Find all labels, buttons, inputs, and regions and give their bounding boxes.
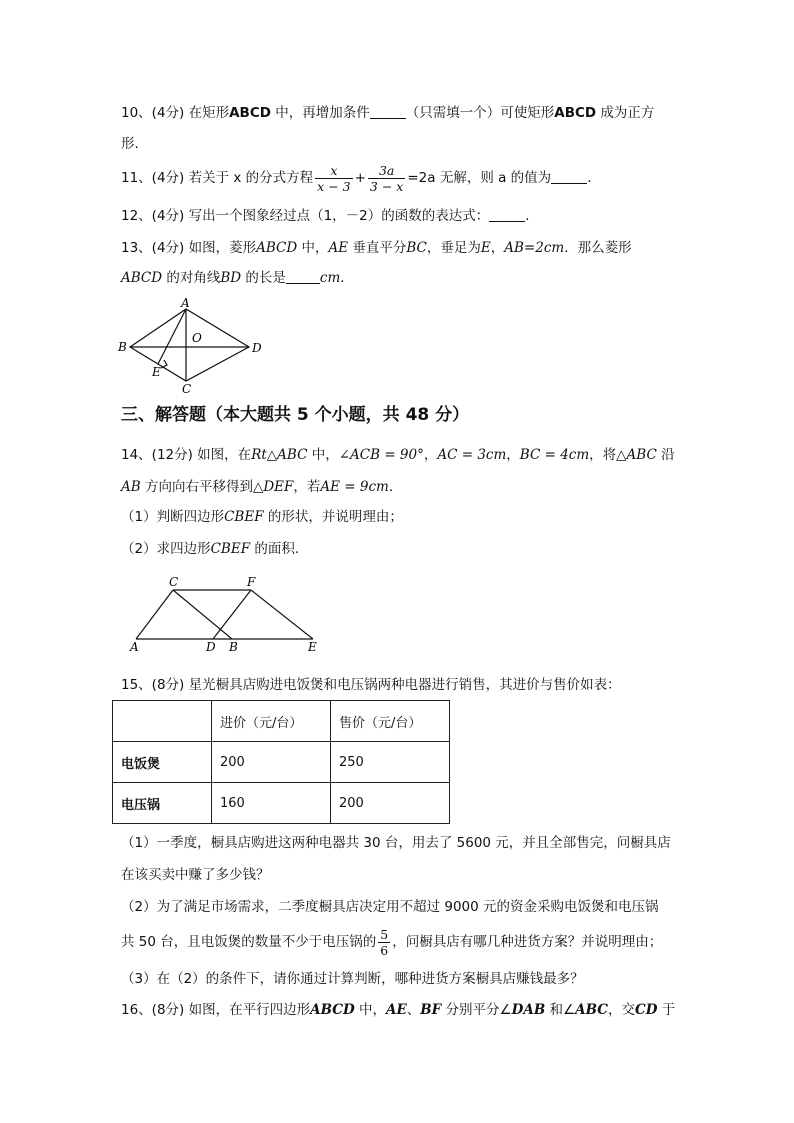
price-table [112,700,450,824]
question-10: 10、(4分) 在矩形ABCD 中，再增加条件 （只需填一个）可使矩形ABCD 成为正方 [121,105,655,121]
table-cell: 电压锅 [113,783,212,824]
segment-ae [158,309,186,364]
question-11: 11、(4分) 若关于 x 的分式方程 $\frac{x}{x - 3}$ + $\frac{3a}{3 - x}$ =2a 无解，则 a 的值为 . [121,162,592,194]
answer-blank-12[interactable] [489,207,525,222]
segment-fe [251,590,313,639]
translation-figure [126,572,326,654]
question-15-part-1: （1）一季度，橱具店购进这两种电器共 30 台，用去了 5600 元，并且全部售完，问橱具店 [121,835,671,851]
label-B: B [229,640,238,654]
table-header-cell: 进价（元/台） [212,701,331,742]
question-15-part-3: （3）在（2）的条件下，请你通过计算判断，哪种进货方案橱具店赚钱最多？ [121,971,584,987]
question-10-continuation: 形. [121,136,139,152]
segment-df [213,590,251,639]
table-cell: 160 [212,783,331,824]
segment-ac [136,590,173,639]
question-14-part-1: （1）判断四边形CBEF 的形状，并说明理由； [121,509,403,525]
table-row [113,742,450,783]
question-15-part-1-continuation: 在该买卖中赚了多少钱？ [121,867,270,883]
label-A: A [181,296,190,310]
question-13: 13、(4分) 如图，菱形ABCD 中，AE 垂直平分BC，垂足为E，AB=2cm．那么菱形 [121,240,632,256]
section-3-title: 三、解答题（本大题共 5 个小题，共 48 分） [121,405,470,425]
fraction-5-over-6: $\frac{5}{6}$ [380,926,389,958]
label-B: B [118,340,127,354]
segment-cb [173,590,232,639]
question-12: 12、(4分) 写出一个图象经过点（1，－2）的函数的表达式： . [121,208,530,224]
table-row [113,783,450,824]
answer-blank-10[interactable] [370,104,406,119]
question-15: 15、(8分) 星光橱具店购进电饭煲和电压锅两种电器进行销售，其进价与售价如表： [121,677,621,693]
fraction-x-over-x-minus-3: $\frac{x}{x - 3}$ [317,162,351,194]
label-A: A [130,640,139,654]
label-C: C [182,382,192,395]
question-14: 14、(12分) 如图，在Rt△ABC 中，∠ACB = 90°，AC = 3cm，BC = 4cm，将△ABC 沿 [121,447,675,463]
label-O: O [192,331,202,345]
table-cell: 200 [331,783,450,824]
rhombus-figure [110,295,270,395]
answer-blank-11[interactable] [551,169,587,184]
rhombus-outline [130,309,249,381]
question-15-part-2-continuation: 共 50 台，且电饭煲的数量不少于电压锅的 $\frac{5}{6}$ ，问橱具店有哪几种进货方案？并说明理由； [121,926,663,958]
table-header-row [113,701,450,742]
question-16: 16、(8分) 如图，在平行四边形ABCD 中，AE、BF 分别平分∠DAB 和∠ABC，交CD 于 [121,1002,676,1018]
label-C: C [169,575,179,589]
table-header-cell [113,701,212,742]
table-cell: 200 [212,742,331,783]
question-15-part-2: （2）为了满足市场需求，二季度橱具店决定用不超过 9000 元的资金采购电饭煲和电压锅 [121,899,659,915]
question-14-continuation: AB 方向向右平移得到△DEF，若AE = 9cm． [121,479,403,495]
label-E: E [152,365,161,379]
label-E: E [308,640,317,654]
question-14-part-2: （2）求四边形CBEF 的面积. [121,541,300,557]
answer-blank-13[interactable] [286,269,320,284]
label-D: D [206,640,216,654]
table-cell: 电饭煲 [113,742,212,783]
table-cell: 250 [331,742,450,783]
question-13-continuation: ABCD 的对角线BD 的长是 cm． [121,270,354,286]
fraction-3a-over-3-minus-x: $\frac{3a}{3 - x}$ [369,162,404,194]
label-D: D [252,341,262,355]
table-header-cell: 售价（元/台） [331,701,450,742]
label-F: F [247,575,256,589]
